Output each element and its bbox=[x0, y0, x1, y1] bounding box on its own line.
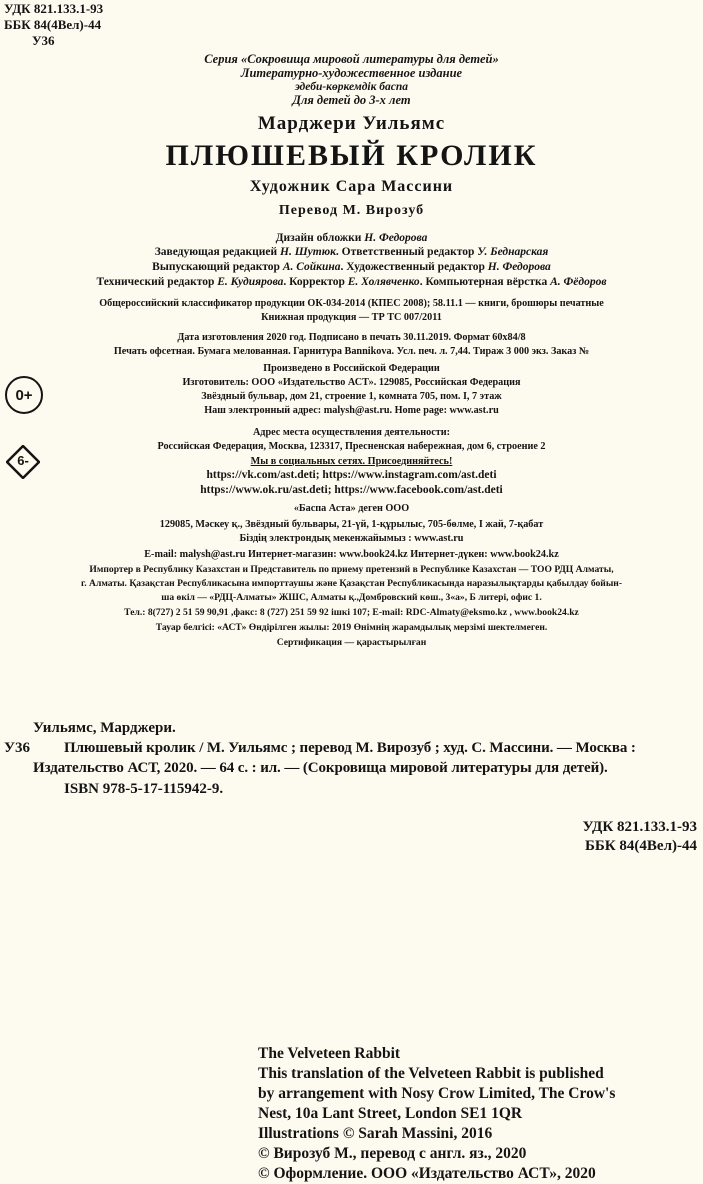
copyright-line: by arrangement with Nosy Crow Limited, The Crow's bbox=[258, 1085, 616, 1102]
address-value: Российская Федерация, Москва, 123317, Пресненская набережная, дом 6, строение 2 bbox=[157, 441, 546, 452]
copyright-line: © Вирозуб М., перевод с англ. яз., 2020 bbox=[258, 1145, 527, 1162]
credit-name: Н. Федорова bbox=[487, 261, 551, 273]
copyright-line: © Оформление. ООО «Издательство АСТ», 2020 bbox=[258, 1165, 596, 1182]
biblio-line-2: Издательство АСТ, 2020. — 64 с. : ил. — (Сокровища мировой литературы для детей). bbox=[33, 760, 608, 776]
social-link-2[interactable]: https://www.ok.ru/ast.deti; https://www.facebook.com/ast.deti bbox=[200, 484, 503, 496]
copyright-line: Nest, 10a Lant Street, London SE1 1QR bbox=[258, 1105, 523, 1122]
classifier-line-2: Книжная продукция — ТР ТС 007/2011 bbox=[261, 312, 442, 323]
top-bbk: ББК 84(4Вел)-44 bbox=[4, 17, 102, 32]
age-line: Для детей до 3-х лет bbox=[292, 93, 411, 107]
series-genre-kz: эдеби-көркемдік баспа bbox=[294, 81, 409, 93]
kz-phone: Тел.: 8(727) 2 51 59 90,91 ,факс: 8 (727) 251 59 92 ішкі 107; E-mail: RDC-Almaty@eksmo.kz , www.book24.kz bbox=[124, 607, 579, 618]
kz-contacts: E-mail: malysh@ast.ru Интернет-магазин: www.book24.kz Интернет-дүкен: www.book24.kz bbox=[144, 549, 559, 560]
credit-label: . Художественный редактор bbox=[340, 261, 485, 273]
kz-certification: Сертификация — қарастырылған bbox=[276, 637, 427, 648]
credit-label: . Корректор bbox=[283, 276, 345, 288]
kz-trademark: Тауар белгісі: «АСТ» Өндірілген жылы: 2019 Өнімнің жарамдылық мерзімі шектелмеген. bbox=[155, 622, 548, 633]
copyright-line: This translation of the Velveteen Rabbit is published bbox=[258, 1065, 604, 1082]
address-label: Адрес места осуществления деятельности: bbox=[252, 427, 451, 438]
copyright-line: Illustrations © Sarah Massini, 2016 bbox=[258, 1125, 493, 1142]
credit-label: . Компьютерная вёрстка bbox=[419, 276, 548, 288]
credit-line-4 bbox=[0, 275, 703, 289]
age-rating-0plus-text: 0+ bbox=[15, 386, 33, 404]
biblio-author-mark: У36 bbox=[4, 740, 31, 756]
kz-publisher: «Баспа Аста» деген ООО bbox=[293, 503, 410, 514]
social-link-1[interactable]: https://vk.com/ast.deti; https://www.instagram.com/ast.deti bbox=[206, 469, 497, 481]
kz-importer-1: Импортер в Республику Казахстан и Представитель по приему претензий в Республике Казахстан — ТОО РДЦ Алматы, bbox=[89, 564, 614, 575]
kz-email: Біздің электрондық мекенжайымыз : www.ast.ru bbox=[239, 533, 464, 544]
biblio-isbn: ISBN 978-5-17-115942-9. bbox=[64, 781, 224, 797]
credit-label: Заведующая редакцией bbox=[154, 246, 278, 258]
credit-cover-name: Н. Федорова bbox=[364, 232, 428, 244]
copyright-block bbox=[258, 1044, 615, 1184]
manufacturer-made-in: Произведено в Российской Федерации bbox=[263, 363, 440, 374]
manufacturer-email: Наш электронный адрес: malysh@ast.ru. Home page: www.ast.ru bbox=[204, 405, 499, 416]
credit-name: Н. Шутюк bbox=[280, 246, 336, 258]
biblio-udk: УДК 821.133.1-93 bbox=[582, 819, 697, 835]
biblio-bbk: ББК 84(4Вел)-44 bbox=[584, 838, 697, 854]
book-author: Марджери Уильямс bbox=[257, 113, 446, 134]
biblio-heading: Уильямс, Марджери. bbox=[33, 720, 176, 736]
credit-cover bbox=[0, 231, 703, 245]
top-udk: УДК 821.133.1-93 bbox=[4, 1, 104, 16]
credit-label: Технический редактор bbox=[96, 276, 215, 288]
book-title: ПЛЮШЕВЫЙ КРОЛИК bbox=[165, 139, 538, 172]
book-translator: Перевод М. Вирозуб bbox=[278, 203, 425, 218]
book-illustrator: Художник Сара Массини bbox=[249, 178, 454, 195]
top-classification-codes bbox=[4, 1, 103, 49]
credit-name: У. Беднарская bbox=[477, 246, 549, 258]
credit-name: Е. Холявченко bbox=[347, 276, 420, 288]
top-author-mark: У36 bbox=[32, 33, 55, 48]
biblio-line-1: Плюшевый кролик / М. Уильямс ; перевод М. Вирозуб ; худ. С. Массини. — Москва : bbox=[64, 740, 636, 756]
series-line: Серия «Сокровища мировой литературы для детей» bbox=[204, 52, 499, 66]
series-genre: Литературно-художественное издание bbox=[240, 66, 463, 80]
credit-line-2 bbox=[0, 245, 703, 259]
credit-cover-label: Дизайн обложки bbox=[275, 232, 362, 244]
manufacturer-line-1: Изготовитель: ООО «Издательство АСТ». 129085, Российская Федерация bbox=[182, 377, 521, 388]
credit-label: Выпускающий редактор bbox=[152, 261, 280, 273]
credit-name: А. Сойкина bbox=[282, 261, 341, 273]
production-line-1: Дата изготовления 2020 год. Подписано в печать 30.11.2019. Формат 60x84/8 bbox=[177, 332, 526, 343]
age-rating-6minus-text: 6- bbox=[17, 453, 29, 468]
kz-importer-2: г. Алматы. Қазақстан Республикасына импорттаушы және Қазақстан Республикасында наразылықтарды қабылдау бойын- bbox=[80, 578, 623, 589]
production-line-2: Печать офсетная. Бумага мелованная. Гарнитура Bannikova. Усл. печ. л. 7,44. Тираж 3 000 экз. Заказ № bbox=[113, 346, 590, 357]
kz-importer-3: ша өкіл — «РДЦ-Алматы» ЖШС, Алматы қ.,Домбровский көш., 3«а», Б литері, офис 1. bbox=[161, 592, 542, 603]
credit-label: . Ответственный редактор bbox=[335, 246, 475, 258]
manufacturer-line-2: Звёздный бульвар, дом 21, строение 1, комната 705, пом. I, 7 этаж bbox=[201, 391, 502, 402]
kz-address: 129085, Мәскеу қ., Звёздный бульвары, 21-үй, 1-құрылыс, 705-бөлме, I жай, 7-қабат bbox=[159, 519, 544, 530]
credit-name: А. Фёдоров bbox=[550, 276, 607, 288]
classifier-line-1: Общероссийский классификатор продукции ОК-034-2014 (КПЕС 2008); 58.11.1 — книги, брошюры печатные bbox=[99, 298, 604, 309]
credit-line-3 bbox=[0, 260, 703, 274]
credit-name: Е. Кудиярова bbox=[217, 276, 284, 288]
original-title: The Velveteen Rabbit bbox=[258, 1045, 401, 1062]
social-heading: Мы в социальных сетях. Присоединяйтесь! bbox=[250, 456, 453, 467]
